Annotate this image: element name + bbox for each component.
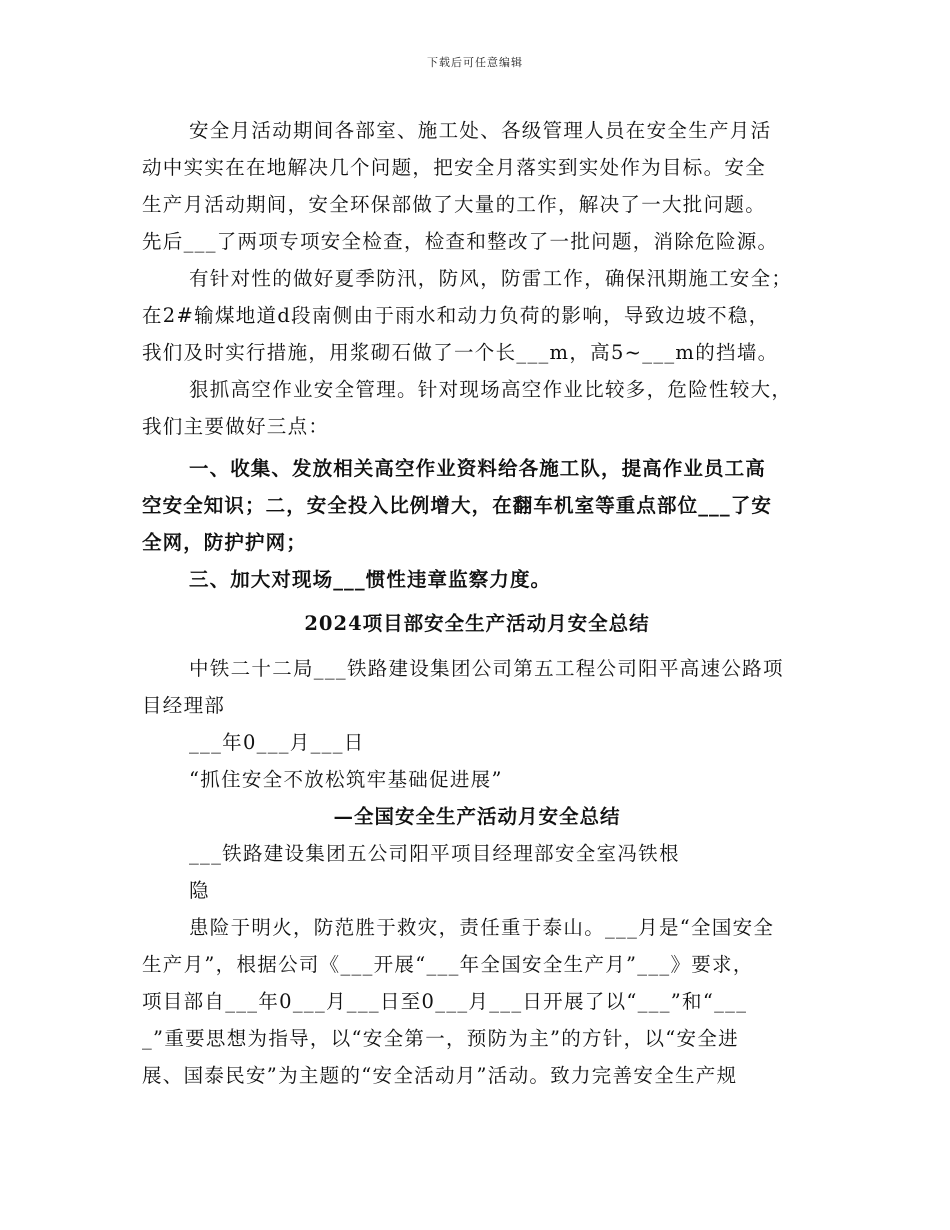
paragraph-line: 隐 bbox=[189, 879, 210, 902]
page-header-note: 下载后可任意编辑 bbox=[427, 56, 523, 69]
section-subtitle: —全国安全生产活动月安全总结 bbox=[333, 805, 621, 828]
bold-paragraph-line: 一、收集、发放相关高空作业资料给各施工队，提高作业员工高 bbox=[189, 457, 766, 480]
paragraph-line: 有针对性的做好夏季防汛，防风，防雷工作，确保汛期施工安全； bbox=[189, 267, 793, 290]
paragraph-line: 生产月活动期间，安全环保部做了大量的工作，解决了一大批问题。 bbox=[142, 193, 767, 216]
paragraph-line: 狠抓高空作业安全管理。针对现场高空作业比较多，危险性较大， bbox=[189, 378, 793, 401]
section-title: 2024项目部安全生产活动月安全总结 bbox=[304, 612, 650, 635]
paragraph-line: 项目部自___年0___月___日至0___月___日开展了以“___”和“___ bbox=[142, 990, 748, 1013]
paragraph-line: 目经理部 bbox=[142, 694, 226, 717]
bold-paragraph-line: 空安全知识；二，安全投入比例增大，在翻车机室等重点部位___了安 bbox=[142, 494, 772, 517]
bold-paragraph-line: 全网，防护护网； bbox=[142, 531, 307, 554]
paragraph-line: 展、国泰民安”为主题的“安全活动月”活动。致力完善安全生产规 bbox=[142, 1064, 738, 1087]
paragraph-line: 先后___了两项专项安全检查，检查和整改了一批问题，消除危险源。 bbox=[142, 230, 779, 253]
author-line: ___铁路建设集团五公司阳平项目经理部安全室冯铁根 bbox=[189, 842, 680, 865]
paragraph-line: 我们及时实行措施，用浆砌石做了一个长___m，高5~___m的挡墙。 bbox=[142, 341, 779, 364]
paragraph-line: 我们主要做好三点： bbox=[142, 415, 330, 438]
document-body bbox=[142, 112, 812, 1094]
paragraph-line: 在2#输煤地道d段南侧由于雨水和动力负荷的影响，导致边坡不稳， bbox=[142, 304, 770, 327]
paragraph-line: 安全月活动期间各部室、施工处、各级管理人员在安全生产月活 bbox=[189, 119, 772, 142]
bold-paragraph-line: 三、加大对现场___惯性违章监察力度。 bbox=[189, 568, 552, 591]
slogan-line: “抓住安全不放松筑牢基础促进展” bbox=[189, 768, 503, 791]
paragraph-line: 患险于明火，防范胜于救灾，责任重于泰山。___月是“全国安全 bbox=[189, 916, 775, 939]
date-line: ___年0___月___日 bbox=[189, 731, 365, 754]
paragraph-line: _”重要思想为指导，以“安全第一，预防为主”的方针，以“安全进 bbox=[142, 1027, 739, 1050]
paragraph-line: 中铁二十二局___铁路建设集团公司第五工程公司阳平高速公路项 bbox=[189, 657, 784, 680]
paragraph-line: 动中实实在在地解决几个问题，把安全月落实到实处作为目标。安全 bbox=[142, 156, 767, 179]
paragraph-line: 生产月”，根据公司《___开展“___年全国安全生产月”___》要求， bbox=[142, 953, 754, 976]
